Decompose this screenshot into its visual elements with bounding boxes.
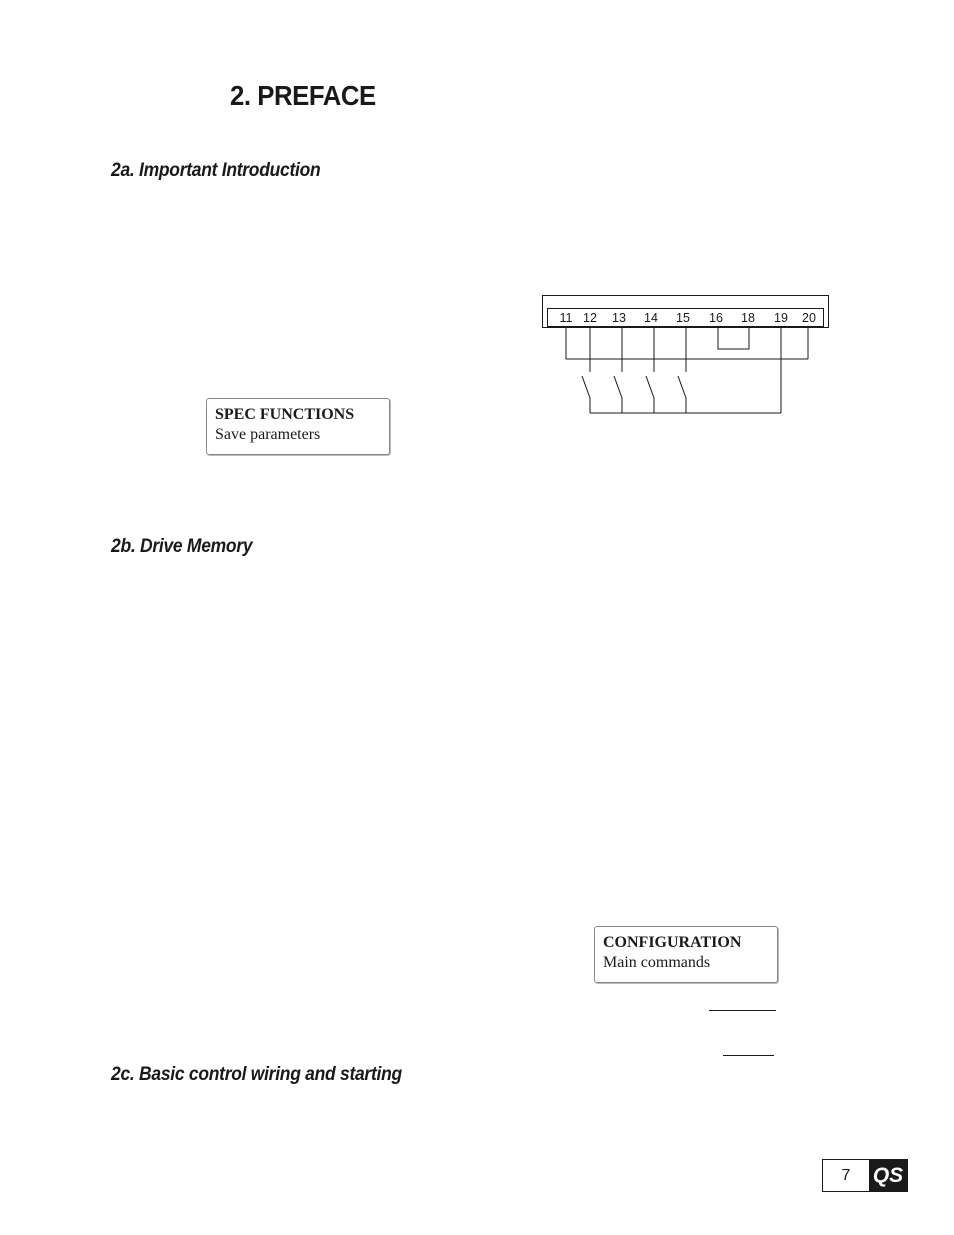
switch-12	[582, 376, 590, 398]
terminal-label: 15	[676, 311, 690, 325]
switch-15	[678, 376, 686, 398]
terminal-label: 14	[644, 311, 658, 325]
section-badge-qs: QS	[869, 1160, 907, 1191]
jumper-16-18	[718, 327, 749, 349]
lcd-line-1: SPEC FUNCTIONS	[215, 406, 355, 423]
section-heading-important-introduction: 2a. Important Introduction	[111, 160, 321, 181]
terminal-label: 16	[709, 311, 723, 325]
underline-rule	[723, 1055, 774, 1056]
section-heading-drive-memory: 2b. Drive Memory	[111, 536, 253, 557]
control-terminal-wiring-diagram	[540, 294, 832, 420]
lcd-display-spec-functions	[206, 398, 390, 455]
terminal-label: 13	[612, 311, 626, 325]
page-number-badge	[822, 1159, 908, 1192]
underline-rule	[709, 1010, 776, 1011]
terminal-label: 12	[583, 311, 597, 325]
lcd-line-1: CONFIGURATION	[603, 934, 742, 951]
lcd-line-2: Save parameters	[215, 426, 321, 443]
terminal-label: 18	[741, 311, 755, 325]
terminal-label: 19	[774, 311, 788, 325]
switch-13	[614, 376, 622, 398]
page-number: 7	[841, 1166, 851, 1184]
terminal-label: 20	[802, 311, 816, 325]
page-title: 2. PREFACE	[230, 80, 376, 111]
terminal-label: 11	[559, 311, 573, 325]
switch-14	[646, 376, 654, 398]
section-heading-basic-control-wiring: 2c. Basic control wiring and starting	[111, 1064, 402, 1085]
lcd-line-2: Main commands	[603, 954, 711, 971]
lcd-display-configuration	[594, 926, 778, 983]
